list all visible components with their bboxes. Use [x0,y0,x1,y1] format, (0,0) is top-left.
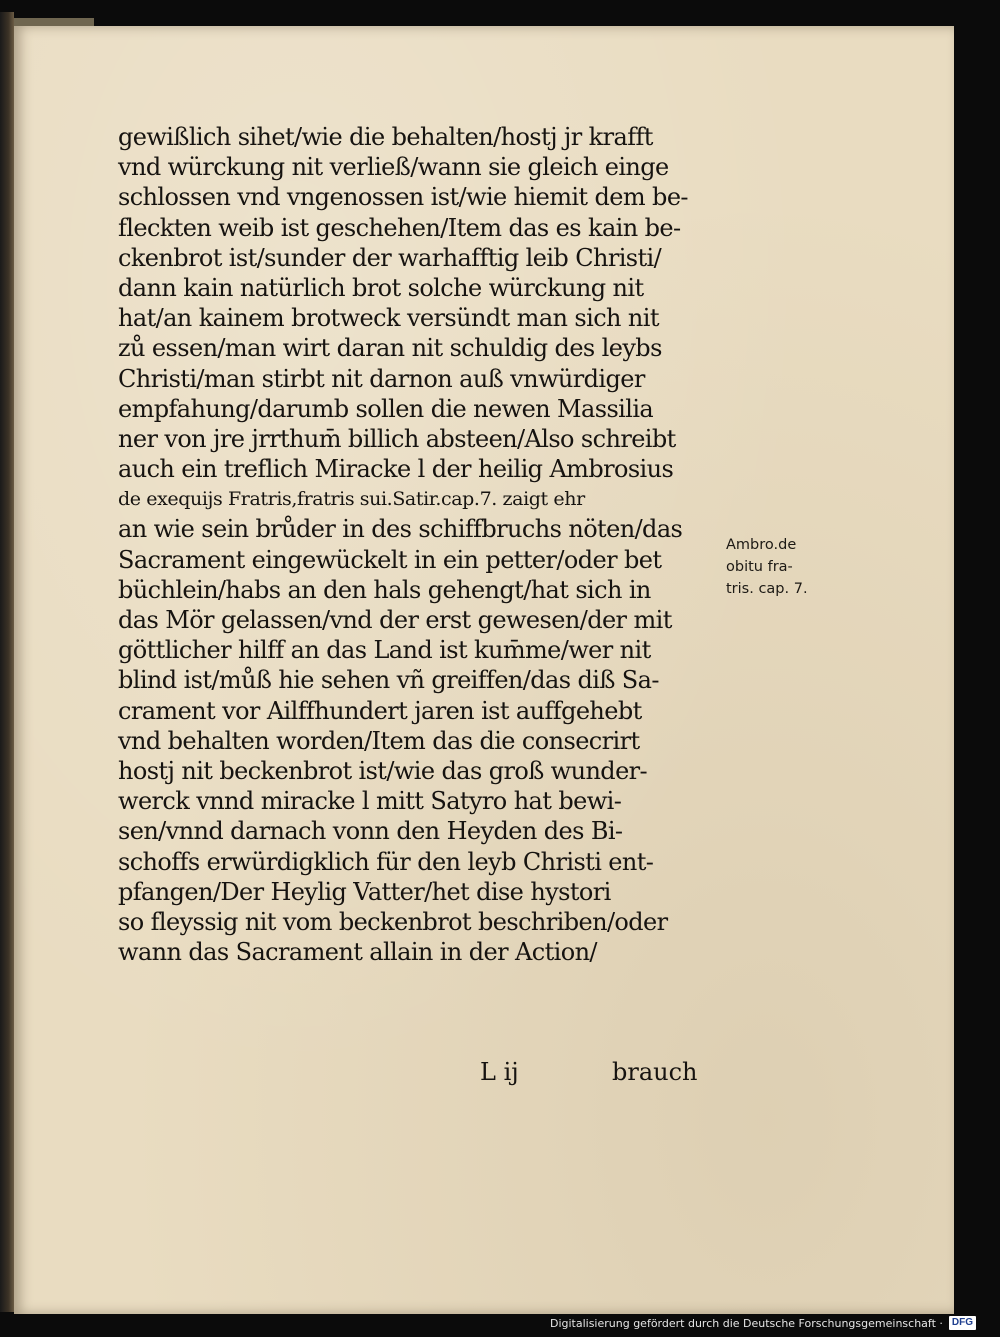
signature-mark: L ij [480,1058,519,1086]
text-line: empfahung/darumb sollen die newen Massilia [118,394,654,423]
text-line: zů essen/man wirt daran nit schuldig des leybs [118,334,662,363]
text-line: vnd würckung nit verließ/wann sie gleich einge [118,153,669,182]
text-line: schoffs erwürdigklich für den leyb Christi ent- [118,847,654,876]
marginal-note-line: tris. cap. 7. [726,581,808,597]
marginal-note-line: obitu fra- [726,559,793,575]
body-text-block [118,122,718,967]
text-line: büchlein/habs an den hals gehengt/hat sich in [118,575,651,604]
text-line: wann das Sacrament allain in der Action/ [118,938,597,967]
text-line: das Mör gelassen/vnd der erst gewesen/der mit [118,606,672,634]
text-line: werck vnnd miracke l mitt Satyro hat bewi- [118,787,622,816]
page-foot-line [480,1058,720,1092]
text-line: pfangen/Der Heylig Vatter/het dise hystori [118,877,611,906]
text-line: hat/an kainem brotweck versündt man sich nit [118,304,659,333]
text-line: hostj nit beckenbrot ist/wie das groß wunder- [118,756,648,785]
marginal-note [726,534,836,600]
text-line: göttlicher hilff an das Land ist kum̄me/wer nit [118,636,651,665]
text-line: ner von jre jrrthum̄ billich absteen/Also schreibt [118,424,676,453]
text-line: vnd behalten worden/Item das die consecrirt [118,726,640,755]
catchword: brauch [612,1058,698,1086]
text-line-roman: de exequijs Fratris,fratris sui.Satir.cap.7. zaigt ehr [118,488,585,511]
marginal-note-line: Ambro.de [726,537,797,553]
text-line: auch ein treflich Miracke l der heilig Ambrosius [118,455,674,484]
text-line: crament vor Ailffhundert jaren ist auffgehebt [118,696,642,725]
text-line: dann kain natürlich brot solche würckung nit [118,273,644,302]
text-line: gewißlich sihet/wie die behalten/hostj jr krafft [118,123,653,151]
text-line: schlossen vnd vngenossen ist/wie hiemit dem be- [118,183,688,212]
text-line: so fleyssig nit vom beckenbrot beschriben/oder [118,907,668,936]
text-line: Christi/man stirbt nit darnon auß vnwürdiger [118,364,645,393]
text-line: fleckten weib ist geschehen/Item das es kain be- [118,213,681,242]
digitization-footer [550,1313,976,1333]
funding-credit: Digitalisierung gefördert durch die Deutsche Forschungsgemeinschaft · [549,1316,943,1330]
text-line: ckenbrot ist/sunder der warhafftig leib Christi/ [118,243,662,272]
text-line: Sacrament eingewückelt in ein petter/oder bet [118,545,662,574]
text-line: an wie sein brůder in des schiffbruchs nöten/das [118,515,683,544]
text-line: sen/vnnd darnach vonn den Heyden des Bi- [118,817,623,846]
text-line: blind ist/můß hie sehen vñ greiffen/das diß Sa- [118,666,659,695]
dfg-logo-icon: DFG [949,1316,976,1330]
book-binding-edge [0,12,14,1312]
